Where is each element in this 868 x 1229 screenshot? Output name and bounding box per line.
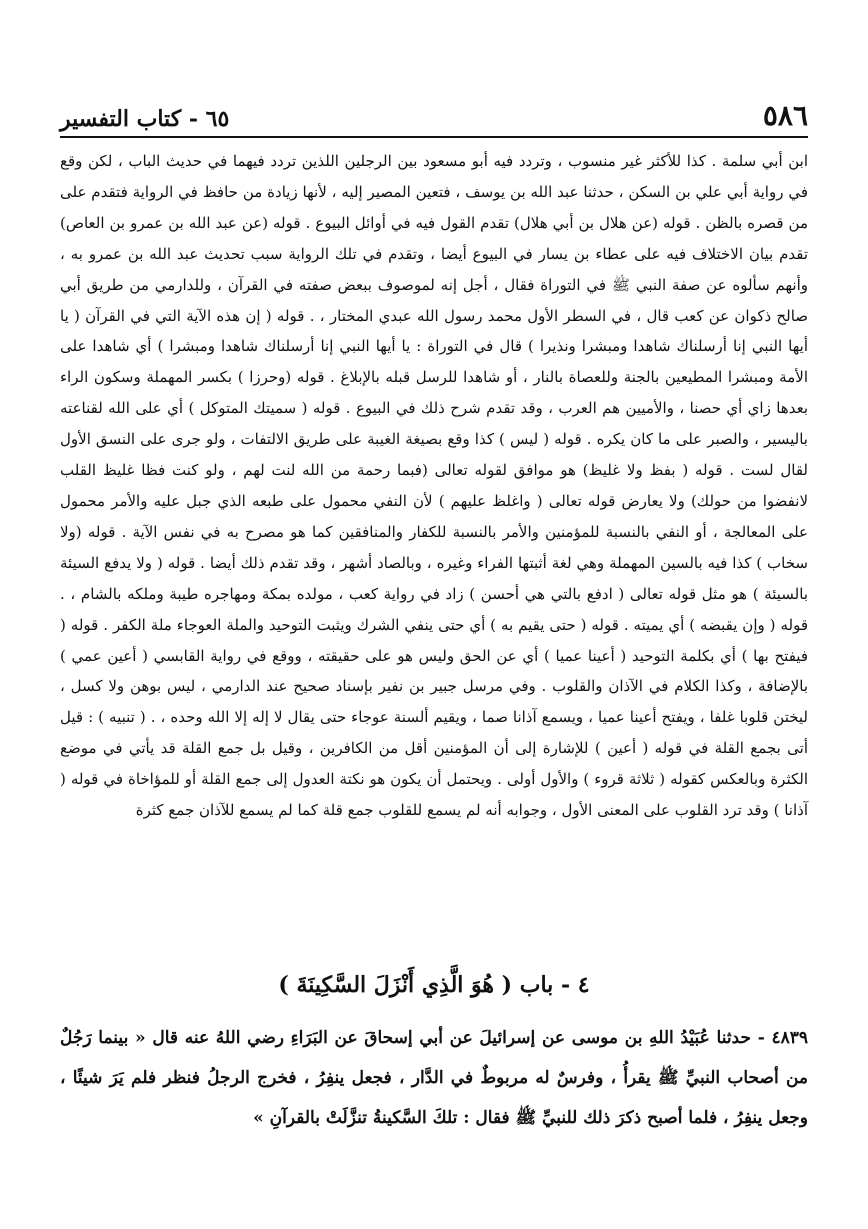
hadith-block	[60, 1018, 808, 1138]
hadith-text: ٤٨٣٩ - حدثنا عُبَيْدُ اللهِ بن موسى عن إسرائيلَ عن أبي إسحاقَ عن البَرَاءِ رضي اللهُ عنه قال « بينما رَجُلٌ من أصحاب النبيِّ ﷺ يقرأُ ، وفرسٌ له مربوطٌ في الدَّار ، فجعل ينفِرُ ، فخرج الرجلُ فنظر فلم يَرَ شيئًا ، وجعل ينفِرُ ، فلما أصبح ذكرَ ذلك للنبيِّ ﷺ فقال : تلكَ السَّكينةُ تنزَّلَتْ بالقرآنِ »	[60, 1028, 808, 1128]
page-header	[60, 96, 808, 132]
chapter-heading: ٤ - باب ( هُوَ الَّذِي أَنْزَلَ السَّكِينَةَ )	[278, 972, 590, 998]
page-number: ٥٨٦	[762, 99, 808, 132]
commentary-block	[60, 146, 808, 826]
running-title: ٦٥ - كتاب التفسير	[60, 106, 230, 132]
header-rule	[60, 136, 808, 138]
commentary-paragraph: ابن أبي سلمة . كذا للأكثر غير منسوب ، وتردد فيه أبو مسعود بين الرجلين اللذين تردد فيهما في حديث الباب ، لكن وقع في رواية أبي علي بن السكن ، حدثنا عبد الله بن يوسف ، فتعين المصير إليه ، لأنها زيادة من حافظ في الرواية فتقدم على من قصره بالظن . قوله (عن هلال بن أبي هلال) تقدم القول فيه في أوائل البيوع . قوله (عن عبد الله بن عمرو بن العاص) تقدم بيان الاختلاف فيه على عطاء بن يسار في البيوع أيضا ، وتقدم في تلك الرواية سبب تحديث عبد الله بن عمرو به ، وأنهم سألوه عن صفة النبي ﷺ في التوراة فقال ، أجل إنه لموصوف ببعض صفته في القرآن ، وللدارمي من طريق أبي صالح ذكوان عن كعب قال ، في السطر الأول محمد رسول الله عبدي المختار ، . قوله ( إن هذه الآية التي في القرآن ( يا أيها النبي إنا أرسلناك شاهدا ومبشرا ونذيرا ) قال في التوراة : يا أيها النبي إنا أرسلناك شاهدا ومبشرا ) أي شاهدا على الأمة ومبشرا المطيعين بالجنة وللعصاة بالنار ، أو شاهدا للرسل قبله بالإبلاغ . قوله (وحرزا ) بكسر المهملة وسكون الراء بعدها زاي أي حصنا ، والأميين هم العرب ، وقد تقدم شرح ذلك في البيوع . قوله ( سميتك المتوكل ) أي على الله لقناعته باليسير ، والصبر على ما كان يكره . قوله ( ليس ) كذا وقع بصيغة الغيبة على طريق الالتفات ، ولو جرى على النسق الأول لقال لست . قوله ( بفظ ولا غليظ) هو موافق لقوله تعالى (فبما رحمة من الله لنت لهم ، ولو كنت فظا غليظ القلب لانفضوا من حولك) ولا يعارض قوله تعالى ( واغلظ عليهم ) لأن النفي محمول على طبعه الذي جبل عليه والأمر محمول على المعالجة ، أو النفي بالنسبة للمؤمنين والأمر بالنسبة للكفار والمنافقين كما هو مصرح به في نفس الآية . قوله (ولا سخاب ) كذا فيه بالسين المهملة وهي لغة أثبتها الفراء وغيره ، وبالصاد أشهر ، وقد تقدم ذلك أيضا . قوله ( ولا يدفع السيئة بالسيئة ) هو مثل قوله تعالى ( ادفع بالتي هي أحسن ) زاد في رواية كعب ، مولده بمكة ومهاجره طيبة وملكه بالشام ، . قوله ( وإن يقبضه ) أي يميته . قوله ( حتى يقيم به ) أي حتى ينفي الشرك ويثبت التوحيد والملة العوجاء ملة الكفر . قوله ( فيفتح بها ) أي بكلمة التوحيد ( أعينا عميا ) أي عن الحق وليس هو على حقيقته ، ووقع في رواية القابسي ( أعين عمي ) بالإضافة ، وكذا الكلام في الآذان والقلوب . وفي مرسل جبير بن نفير بإسناد صحيح عند الدارمي ، ليس بوهن ولا كسل ، ليختن قلوبا غلفا ، ويفتح أعينا عميا ، ويسمع آذانا صما ، ويقيم ألسنة عوجاء حتى يقال لا إله إلا الله وحده ، . ( تنبيه ) : قيل أتى بجمع القلة في قوله ( أعين ) للإشارة إلى أن المؤمنين أقل من الكافرين ، وقيل بل جمع القلة قد يأتي في موضع الكثرة وبالعكس كقوله ( ثلاثة قروء ) والأول أولى . ويحتمل أن يكون هو نكتة العدول إلى جمع القلة أو للمؤاخاة في قوله ( آذانا ) وقد ترد القلوب على المعنى الأول ، وجوابه أنه لم يسمع للقلوب جمع قلة كما لم يسمع للآذان جمع كثرة	[60, 152, 808, 820]
